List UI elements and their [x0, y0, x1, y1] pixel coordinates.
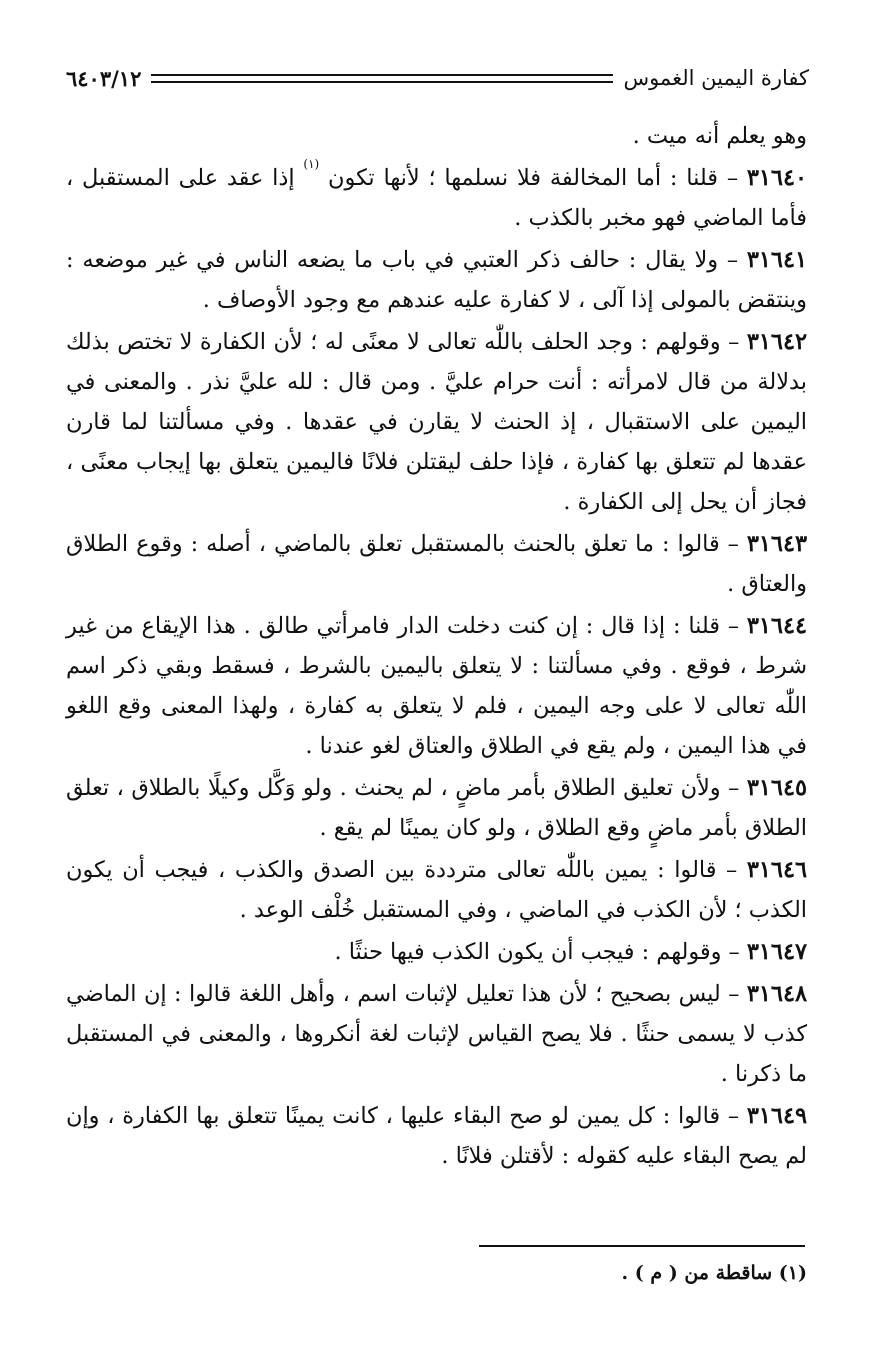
paragraph [66, 974, 807, 1094]
footnote: (١) ساقطة من ( م ) . [621, 1262, 807, 1284]
page-number: ٦٤٠٣/١٢ [66, 65, 142, 91]
paragraph [66, 850, 807, 930]
paragraph-number: ٣١٦٤٣ [746, 531, 807, 557]
paragraph [66, 606, 807, 766]
paragraph-text: – ولا يقال : حالف ذكر العتبي في باب ما يضعه الناس في غير موضعه : وينتقض بالمولى إذا آلى ، لا كفارة عليه عندهم مع وجود الأوصاف . [66, 247, 807, 313]
paragraph-number: ٣١٦٤٠ [746, 165, 807, 191]
paragraph [66, 524, 807, 604]
running-header [66, 60, 809, 96]
paragraph-number: ٣١٦٤١ [746, 247, 807, 273]
paragraph-text: – قالوا : ما تعلق بالحنث بالمستقبل تعلق بالماضي ، أصله : وقوع الطلاق والعتاق . [66, 531, 807, 597]
paragraph [66, 322, 807, 522]
paragraph-number: ٣١٦٤٤ [746, 613, 807, 639]
paragraph-text: وهو يعلم أنه ميت . [632, 123, 807, 149]
footnote-reference[interactable]: (١) [303, 157, 320, 171]
paragraph-number: ٣١٦٤٥ [746, 775, 807, 801]
paragraph-text: – قلنا : إذا قال : إن كنت دخلت الدار فامرأتي طالق . هذا الإيقاع من غير شرط ، فوقع . وفي مسألتنا : لا يتعلق باليمين بالشرط ، فسقط وبقي ذكر اسم اللّٰه تعالى لا على وجه اليمين ، فلم لا يتعلق به كفارة ، ولهذا المعنى وقع اللغو في هذا اليمين ، ولم يقع في الطلاق والعتاق لغو عندنا . [66, 613, 807, 759]
paragraph [66, 158, 807, 238]
paragraph-text: – قلنا : أما المخالفة فلا نسلمها ؛ لأنها تكون [319, 165, 747, 191]
paragraph [66, 116, 807, 156]
paragraph-text-continued: إذا عقد على المستقبل ، فأما الماضي فهو مخبر بالكذب . [66, 165, 807, 231]
paragraph [66, 240, 807, 320]
paragraph-number: ٣١٦٤٨ [746, 981, 807, 1007]
paragraph [66, 932, 807, 972]
paragraph-text: – وقولهم : فيجب أن يكون الكذب فيها حنثًا . [334, 939, 747, 965]
paragraph [66, 1096, 807, 1176]
paragraph-number: ٣١٦٤٢ [746, 329, 807, 355]
main-text [66, 116, 807, 1176]
paragraph-number: ٣١٦٤٩ [746, 1103, 807, 1129]
paragraph-text: – قالوا : يمين باللّٰه تعالى مترددة بين الصدق والكذب ، فيجب أن يكون الكذب ؛ لأن الكذب في الماضي ، وفي المستقبل خُلْف الوعد . [66, 857, 807, 923]
paragraph-text: – ولأن تعليق الطلاق بأمر ماضٍ ، لم يحنث . ولو وَكَّل وكيلًا بالطلاق ، تعلق الطلاق بأمر ماضٍ وقع الطلاق ، ولو كان يمينًا لم يقع . [66, 775, 807, 841]
paragraph-text: – ليس بصحيح ؛ لأن هذا تعليل لإثبات اسم ، وأهل اللغة قالوا : إن الماضي كذب لا يسمى حنثًا . فلا يصح القياس لإثبات لغة أنكروها ، والمعنى في المستقبل ما ذكرنا . [66, 981, 807, 1087]
footnote-divider [479, 1245, 805, 1247]
paragraph-number: ٣١٦٤٦ [746, 857, 807, 883]
paragraph-text: – وقولهم : وجد الحلف باللّٰه تعالى لا معنًى له ؛ لأن الكفارة لا تختص بذلك بدلالة من قال لامرأته : أنت حرام عليَّ . ومن قال : لله عليَّ نذر . والمعنى في اليمين على الاستقبال ، إذ الحنث لا يقارن في عقدها . وفي مسألتنا لما قارن عقدها لم تتعلق بها كفارة ، فإذا حلف ليقتلن فلانًا فاليمين يتعلق بها إيجاب معنًى ، فجاز أن يحل إلى الكفارة . [66, 329, 807, 515]
paragraph [66, 768, 807, 848]
paragraph-number: ٣١٦٤٧ [746, 939, 807, 965]
header-double-rule [151, 74, 613, 83]
chapter-title: كفارة اليمين الغموس [623, 66, 809, 90]
paragraph-text: – قالوا : كل يمين لو صح البقاء عليها ، كانت يمينًا تتعلق بها الكفارة ، وإن لم يصح البقاء عليه كقوله : لأقتلن فلانًا . [66, 1103, 807, 1169]
